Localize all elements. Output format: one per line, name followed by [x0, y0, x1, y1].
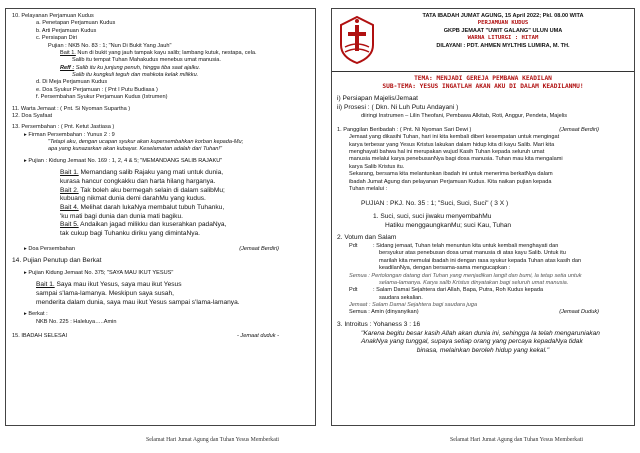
speaker-label: Pdt [349, 243, 358, 250]
semua2-row [337, 309, 629, 316]
pkj-line1: 1. Suci, suci, suci jiwaku menyembahMu [373, 212, 492, 220]
panggilan-line8: Tuhan melalui : [349, 185, 388, 192]
section-10d: d. Di Meja Perjamuan Kudus [36, 79, 108, 86]
sub-theme: SUB-TEMA: YESUS INGATLAH AKAN AKU DI DALAM KEADILANMU! [382, 83, 584, 91]
speaker-label: Pdt [349, 287, 358, 294]
votum-salam: 2. Votum dan Salam [337, 234, 397, 242]
panggilan-line4: manusia melalui karya penebusanNya bagi dosa manusia. Tuhan mau kita mengalami [349, 156, 563, 163]
bait1-line2: Salib itu tempat Tuhan Mahakudus menebus umat manusia. [72, 57, 221, 64]
panggilan-line2: karya terbesar yang Yesus Kristus lakukan dalam hidup kita di kayu Salib. Mari kita [349, 141, 555, 148]
jemaat-berdiri-note: (Jemaat Berdiri) [559, 126, 599, 133]
semua2: Semua : Amin (dinyanyikan) [349, 309, 419, 316]
jemaat-duduk-note: (Jemaat Duduk) [559, 309, 599, 316]
jemaat-berdiri-note: (Jemaat Berdiri) [239, 245, 279, 252]
section-10f: f. Persembahan Syukur Perjamuan Kudus (Istrumen) [36, 94, 168, 101]
right-page [331, 8, 635, 426]
section-11: 11. Warta Jemaat : ( Pnt. Si Nyoman Supartha ) [12, 105, 131, 112]
panggilan: 1. Panggilan Beribadah : ( Pnt. Ni Nyoman Sari Dewi ) [337, 126, 472, 133]
bait1-line1 [12, 50, 309, 57]
panggilan-line3: menghayati bahwa hal ini merupakan wujud Kasih Tuhan kepada seluruh umat [349, 149, 545, 156]
pujian-kj375: ▸ Pujian Kidung Jemaat No. 375; "SAYA MAU IKUT YESUS" [24, 269, 174, 276]
header [337, 13, 629, 69]
left-page [5, 8, 316, 426]
lyric: Memandang salib Rajaku yang mati untuk dunia, [78, 169, 224, 177]
pujian-kj169: ▸ Pujian : Kidung Jemaat No. 169 : 1, 2, 4 & 5; "MEMANDANG SALIB RAJAKU" [24, 157, 223, 164]
section-15-row [12, 333, 309, 340]
reff-line2: Salib itu kungkuli teguh dan mahkota kelak milikku. [72, 72, 199, 78]
lyric: Salib itu ku junjung penuh, hingga tiba saat ajalku. [74, 64, 201, 71]
saya-line1 [12, 281, 309, 290]
doa-persembahan-row [12, 246, 309, 253]
pdt1-line1 [337, 243, 629, 250]
section-12: 12. Doa Syafaat [12, 112, 53, 119]
introitus-line2: AnakNya yang tunggal, supaya setiap orang yang percaya kepadaNya tidak [361, 338, 583, 346]
theme: TEMA: MENJADI GEREJA PEMBAWA KEADILAN [414, 75, 552, 82]
kj-bait2-line2: kubuang nikmat dunia demi darahMu yang kudus. [60, 195, 206, 203]
liturgy-text: : Salam Damai Sejahtera dari Allah, Bapa, Putra, Roh Kudus kepada [373, 287, 544, 294]
semua1-line1: Semua : Pertolongan datang dari Tuhan yang menjadikan langit dan bumi, la tetap setia untuk [349, 272, 582, 279]
introitus-line3: binasa, melainkan beroleh hidup yang kekal." [416, 346, 550, 354]
semua1-line2: selama-lamanya. Karya salib Kristus dinyatakan bagi seluruh umat manusia. [379, 279, 569, 286]
panggilan-row [337, 127, 629, 134]
prosesi-note: diiringi Instrumen – Lilin Theofani, Pembawa Alkitab, Roti, Anggur, Pendeta, Majelis [361, 112, 568, 119]
liturgy-color: WARNA LITURGI : HITAM [467, 35, 539, 42]
lyric: Nun di bukit yang jauh tampak kayu salib; lambang kutuk, nestapa, cela. [75, 49, 257, 56]
pdt2-line2: saudara sekalian. [379, 294, 423, 301]
pdt2-line1 [337, 287, 629, 294]
bait-label: Bait 4. [60, 203, 79, 211]
kj-bait2-line1 [12, 187, 309, 196]
introitus-line1: "Karena begitu besar kasih Allah akan dunia ini, sehingga Ia telah mengaruniakan [361, 329, 600, 337]
jemaat-response: Jemaat : Salam Damai Sejahtera bagi saudara juga [349, 302, 478, 309]
panggilan-line7: ibadah Jumat Agung dan pelayanan Perjamuan Kudus. Kita naikan pujian kepada [349, 178, 552, 185]
nkb225: NKB No. 225 : Haleluya…..Amin [36, 318, 117, 325]
panggilan-line5: karya Salib Kristus itu. [349, 163, 405, 170]
persiapan: i) Persiapan Majelis/Jemaat [337, 95, 418, 103]
pujian-nkb83: Pujian : NKB No. 83 : 1; "Nun Di Bukit Yang Jauh" [48, 42, 172, 49]
saya-line2: sampai s'lama-lamanya. Meskipun saya susah, [36, 289, 174, 297]
section-14: 14. Pujian Penutup dan Berkat [12, 257, 102, 265]
firman-line2: apa yang kunazarkan akan kubayar. Keselamatan adalah dari Tuhan!" [48, 146, 222, 153]
pkj-line2: Hatiku menggaungkanMu; suci Kau, Tuhan [385, 221, 512, 229]
bait-label: Bait 1. [60, 49, 76, 56]
footer-left: Selamat Hari Jumat Agung dan Tuhan Yesus Memberkati [146, 437, 279, 443]
section-10c: c. Persiapan Diri [36, 35, 78, 42]
section-10: 10. Pelayanan Perjamuan Kudus [12, 13, 94, 19]
divider [332, 71, 634, 72]
prosesi: ii) Prosesi : ( Dkn. Ni Luh Putu Andayani ) [337, 103, 459, 111]
introitus: 3. Introitus : Yohaness 3 : 16 [337, 320, 421, 328]
firman-persembahan: ▸ Firman Persembahan : Yunus 2 : 9 [24, 131, 115, 138]
section-10b: b. Arti Perjamuan Kudus [36, 27, 97, 34]
footer-right: Selamat Hari Jumat Agung dan Tuhan Yesus Memberkati [450, 437, 583, 443]
reff-label: Reff : [60, 64, 75, 71]
berkat: ▸ Berkat : [24, 311, 48, 318]
pdt1-line3: marilah kita memulai ibadah ini dengan rasa syukur kepada Tuhan atas kasih dan [379, 257, 582, 264]
kj-bait1-line1 [12, 169, 309, 178]
panggilan-line1: Jemaat yang dikasihi Tuhan, hari ini kita kembali diberi kesempatan untuk mengingat [349, 134, 560, 141]
section-10a: a. Penetapan Perjamuan Kudus [36, 20, 116, 27]
church-name: GKPB JEMAAT "UWIT GALANG" ULUN UMA [443, 27, 563, 34]
pdt1-line4: keadilanNya, dengan bersama-sama mengucapkan : [379, 265, 511, 272]
kj-bait1-line2: kurasa hancur congkakku dan harta hilang harganya. [60, 177, 216, 185]
jemaat-duduk-note: - Jemaat duduk - [237, 333, 279, 340]
bait-label: Bait 5. [60, 221, 79, 229]
section-15: 15. IBADAH SELESAI [12, 333, 68, 340]
church-logo-icon [337, 15, 377, 65]
bait-label: Bait 1. [60, 169, 79, 177]
section-10e: e. Doa Syukur Perjamuan : ( Pnt I Putu Budiasa ) [36, 86, 158, 93]
kj-bait4-line1 [12, 204, 309, 213]
lyric: Melihat darah lukaNya membalut tubuh Tuhanku, [78, 203, 225, 211]
officiant: DILAYANI : PDT. AHMEN MYLTHIS LUMIRA, M. TH. [436, 42, 570, 49]
pdt1-line2: bersyukur atas penebusan dosa umat manusia di atas kayu Salib. Untuk itu [379, 250, 566, 257]
panggilan-line6: Sekarang, bersama kita melantunkan ibadah ini untuk menerima berkatNya dalam [349, 171, 553, 178]
bait-label: Bait 2. [60, 186, 79, 194]
kj-bait4-line2: 'ku mati bagi dunia dan dunia mati bagiku. [60, 212, 183, 220]
lyric: Saya mau ikut Yesus, saya mau ikut Yesus [54, 281, 182, 289]
doa-persembahan: ▸ Doa Persembahan [24, 245, 76, 252]
bait-label: Bait 1. [36, 281, 55, 289]
subtitle: PERJAMUAN KUDUS [477, 20, 529, 27]
lyric: Tak boleh aku bermegah selain di dalam salibMu; [78, 186, 225, 194]
lyric: Andaikan jagad milikku dan kuserahkan padaNya, [78, 221, 227, 229]
section-13: 13. Persembahan : ( Pnt. Ketut Jastiasa ) [12, 124, 115, 131]
saya-line3: menderita dalam dunia, saya mau ikut Yesus sampai s'lama-lamanya. [36, 298, 240, 306]
title: TATA IBADAH JUMAT AGUNG, 15 April 2022; Pkl. 08.00 WITA [422, 13, 584, 19]
pujian-pkj35: PUJIAN : PKJ. No. 35 : 1; "Suci, Suci, Suci" ( 3 X ) [361, 200, 509, 208]
kj-bait5-line2: tak cukup bagi Tuhanku diriku yang dimintaNya. [60, 230, 201, 238]
header-text [377, 13, 629, 50]
kj-bait5-line1 [12, 221, 309, 230]
firman-line1: "Tetapi aku, dengan ucapan syukur akan kupersembahkan korban kepada-Mu; [48, 139, 244, 145]
liturgy-text: : Sidang jemaat, Tuhan telah menuntun kita untuk kembali menghayati dan [373, 243, 559, 250]
reff-line1 [12, 65, 309, 72]
